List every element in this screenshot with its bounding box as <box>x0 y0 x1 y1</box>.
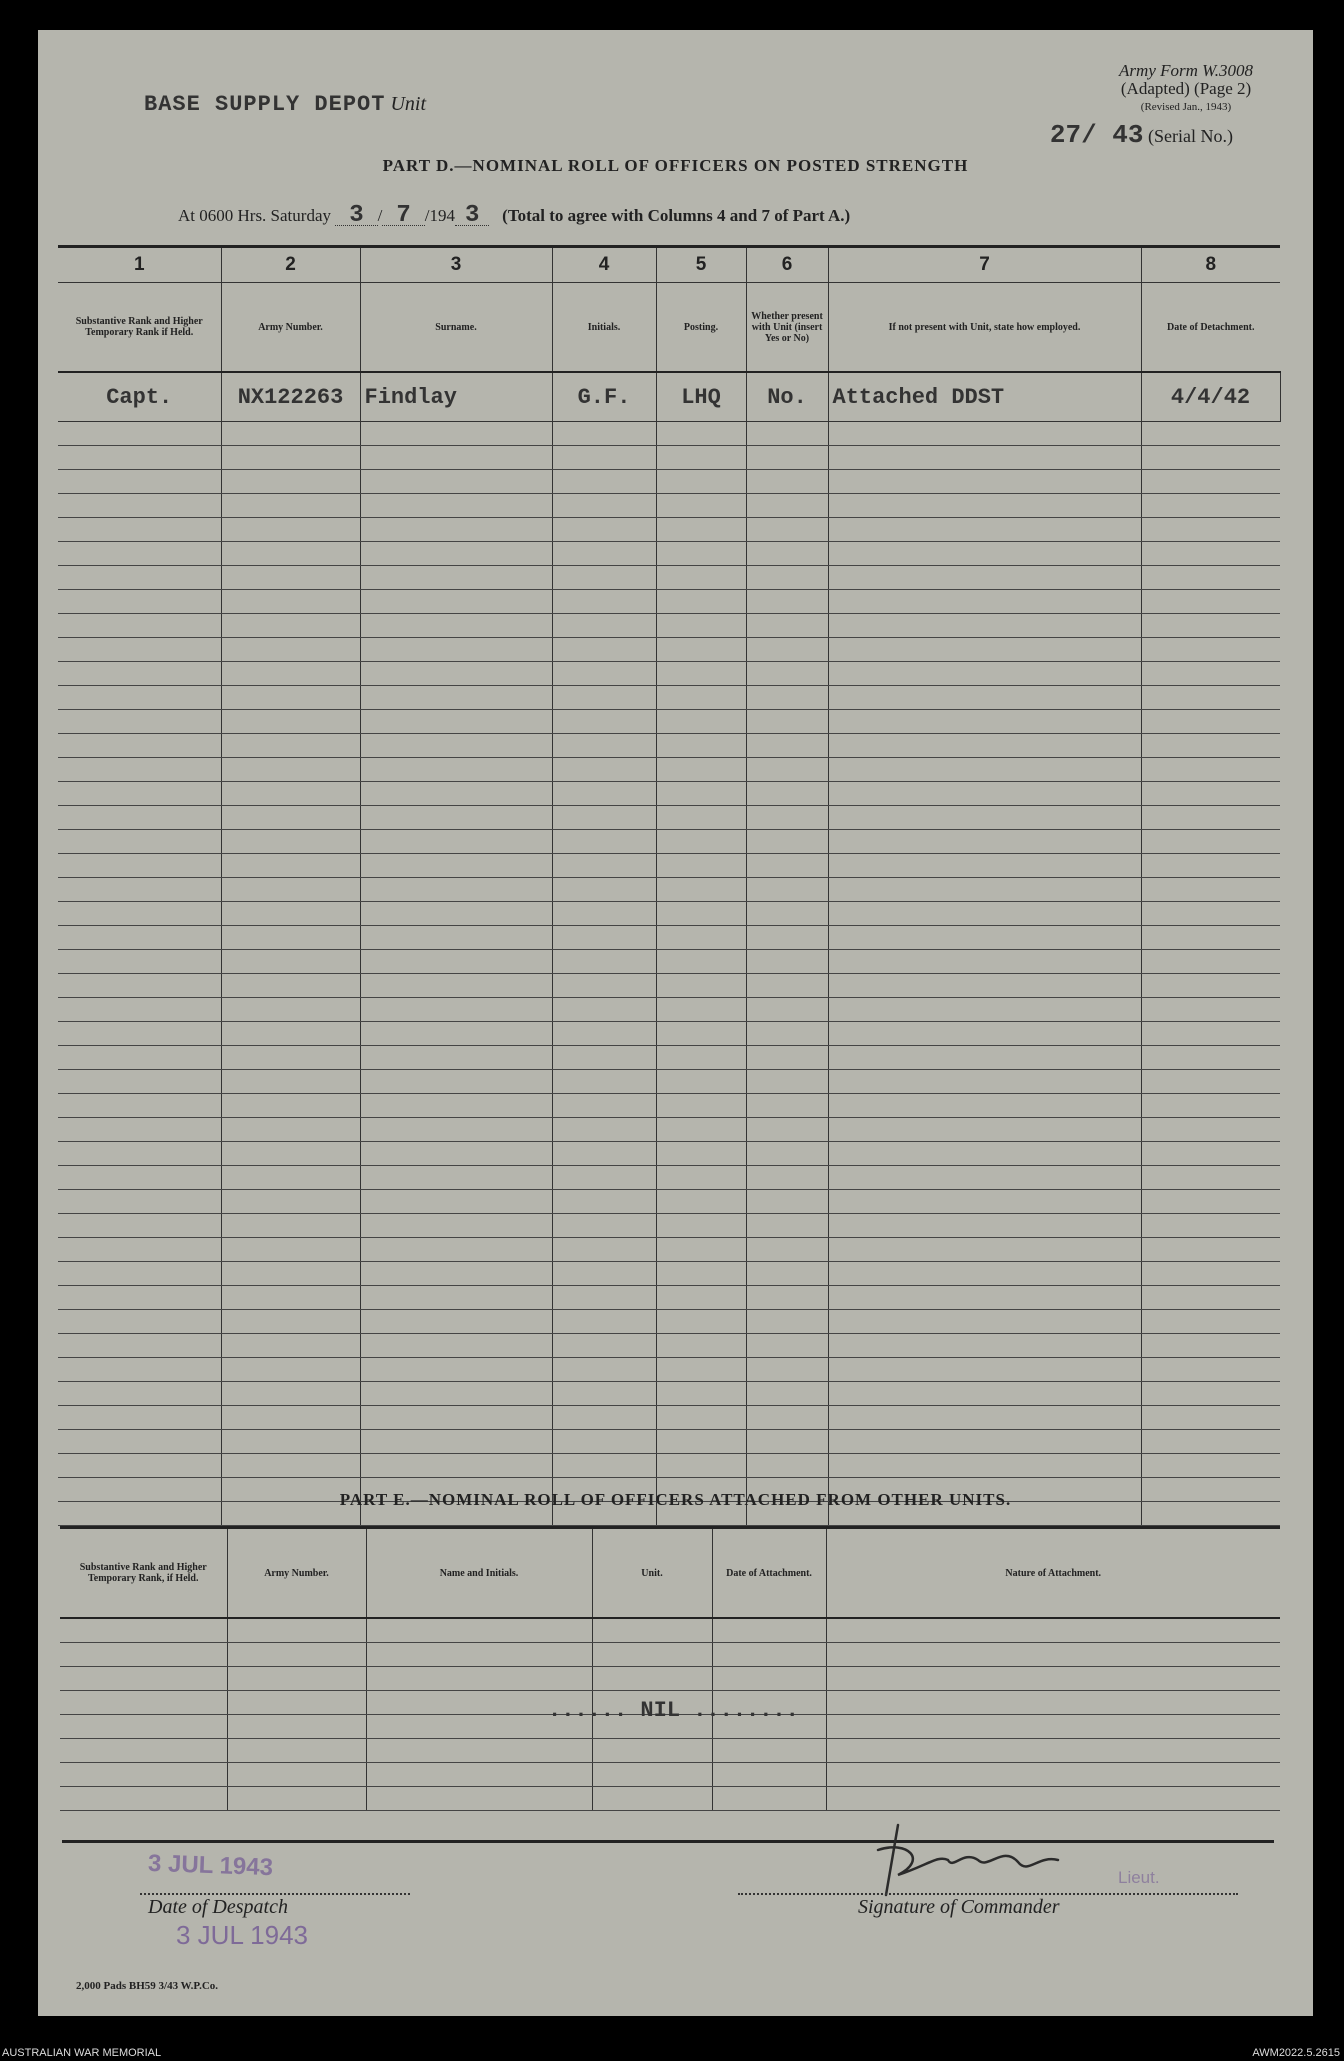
blank-row <box>58 518 1280 542</box>
rank-stamp: Lieut. <box>1118 1868 1160 1887</box>
header-present: Whether present with Unit (insert Yes or No) <box>746 283 828 373</box>
blank-row <box>58 902 1280 926</box>
column-number-row <box>58 247 1280 283</box>
blank-row <box>58 1190 1280 1214</box>
cell-posting: LHQ <box>656 372 746 422</box>
blank-row <box>58 806 1280 830</box>
blank-row <box>58 1070 1280 1094</box>
form-identifier <box>1119 62 1253 116</box>
blank-row <box>60 1618 1280 1643</box>
cell-army-number: NX122263 <box>221 372 360 422</box>
blank-row <box>58 1046 1280 1070</box>
unit-line <box>144 92 426 117</box>
header-surname: Surname. <box>360 283 552 373</box>
despatch-line <box>140 1893 410 1895</box>
blank-row <box>58 686 1280 710</box>
date-year-prefix: /194 <box>424 206 456 225</box>
blank-row <box>58 1214 1280 1238</box>
blank-row <box>58 782 1280 806</box>
blank-row <box>58 1406 1280 1430</box>
blank-row <box>58 1310 1280 1334</box>
header-posting: Posting. <box>656 283 746 373</box>
at-prefix: At 0600 Hrs. Saturday <box>178 206 331 225</box>
col-number: 8 <box>1141 247 1280 283</box>
form-sheet <box>38 30 1313 2016</box>
header-initials: Initials. <box>552 283 656 373</box>
blank-row <box>58 950 1280 974</box>
blank-row <box>58 470 1280 494</box>
cell-initials: G.F. <box>552 372 656 422</box>
header-rank: Substantive Rank and Higher Temporary Rank if Held. <box>58 283 221 373</box>
serial-label: (Serial No.) <box>1148 126 1233 146</box>
blank-row <box>58 1454 1280 1478</box>
header-employed: If not present with Unit, state how employed. <box>828 283 1141 373</box>
form-adapted: (Adapted) (Page 2) <box>1120 79 1252 98</box>
archive-credit: AUSTRALIAN WAR MEMORIAL <box>2 2047 162 2059</box>
date-line: At 0600 Hrs. Saturday 3 / 7 /194 3 (Total to agree with Columns 4 and 7 of Part A.) <box>178 202 851 229</box>
col-number: 3 <box>360 247 552 283</box>
unit-typed: BASE SUPPLY DEPOT <box>144 92 386 117</box>
blank-row <box>58 638 1280 662</box>
total-note: (Total to agree with Columns 4 and 7 of Part A.) <box>502 206 851 225</box>
form-revised: (Revised Jan., 1943) <box>1140 101 1232 113</box>
cell-rank: Capt. <box>58 372 221 422</box>
header-e-army-number: Army Number. <box>227 1528 366 1619</box>
header-e-rank: Substantive Rank and Higher Temporary Rank, if Held. <box>60 1528 227 1619</box>
blank-row <box>58 734 1280 758</box>
blank-row <box>58 566 1280 590</box>
part-e-title: PART E.—NOMINAL ROLL OF OFFICERS ATTACHED FROM OTHER UNITS. <box>339 1490 1012 1509</box>
blank-row <box>58 1238 1280 1262</box>
blank-row <box>58 614 1280 638</box>
cell-surname: Findlay <box>360 372 552 422</box>
form-name: Army Form W.3008 <box>1119 61 1253 80</box>
cell-present: No. <box>746 372 828 422</box>
archive-id: AWM2022.5.2615 <box>1252 2047 1340 2059</box>
blank-row <box>58 542 1280 566</box>
blank-row <box>58 1334 1280 1358</box>
blank-row <box>58 1118 1280 1142</box>
blank-row <box>58 878 1280 902</box>
blank-row <box>60 1787 1280 1811</box>
cell-detachment-date: 4/4/42 <box>1141 372 1280 422</box>
date-day: 3 <box>349 202 364 229</box>
blank-row <box>60 1763 1280 1787</box>
blank-row <box>58 662 1280 686</box>
blank-row <box>58 1022 1280 1046</box>
blank-row <box>60 1643 1280 1667</box>
part-d-table <box>58 245 1281 1526</box>
part-d-title: PART D.—NOMINAL ROLL OF OFFICERS ON POSTED STRENGTH <box>382 156 969 175</box>
despatch-stamp: 3 JUL 1943 <box>147 1849 274 1882</box>
blank-row <box>58 998 1280 1022</box>
col-number: 1 <box>58 247 221 283</box>
part-e-table <box>60 1526 1280 1811</box>
blank-row <box>60 1667 1280 1691</box>
col-number: 2 <box>221 247 360 283</box>
column-header-row <box>58 283 1280 373</box>
col-number: 7 <box>828 247 1141 283</box>
blank-row <box>58 926 1280 950</box>
header-e-attachment-date: Date of Attachment. <box>712 1528 826 1619</box>
blank-row <box>58 758 1280 782</box>
blank-row <box>58 1262 1280 1286</box>
signature-label: Signature of Commander <box>858 1896 1060 1918</box>
blank-row <box>58 710 1280 734</box>
printer-imprint: 2,000 Pads BH59 3/43 W.P.Co. <box>76 1980 219 1992</box>
blank-row <box>58 1094 1280 1118</box>
serial-typed: 27/ 43 <box>1049 120 1144 150</box>
part-e-header-row <box>60 1528 1280 1619</box>
cell-employed: Attached DDST <box>828 372 1141 422</box>
blank-row <box>58 494 1280 518</box>
blank-row <box>58 1430 1280 1454</box>
signature-line <box>738 1893 1238 1895</box>
col-number: 4 <box>552 247 656 283</box>
blank-row <box>58 590 1280 614</box>
blank-row <box>58 974 1280 998</box>
blank-row <box>58 422 1280 446</box>
nil-entry: ...... NIL ........ <box>548 1698 799 1723</box>
blank-row <box>58 854 1280 878</box>
header-e-unit: Unit. <box>592 1528 712 1619</box>
blank-row <box>58 830 1280 854</box>
unit-label: Unit <box>390 93 426 115</box>
date-of-despatch-label: Date of Despatch <box>148 1896 288 1918</box>
date-year-digit: 3 <box>465 202 480 229</box>
header-detachment-date: Date of Detachment. <box>1141 283 1280 373</box>
commander-signature <box>838 1820 1098 1900</box>
blank-row <box>58 1142 1280 1166</box>
blank-row <box>58 446 1280 470</box>
table-row <box>58 372 1280 422</box>
blank-row <box>58 1166 1280 1190</box>
blank-row <box>58 1286 1280 1310</box>
date-month: 7 <box>396 202 411 229</box>
col-number: 6 <box>746 247 828 283</box>
col-number: 5 <box>656 247 746 283</box>
header-army-number: Army Number. <box>221 283 360 373</box>
blank-row <box>58 1358 1280 1382</box>
serial-number <box>1050 120 1233 150</box>
blank-row <box>60 1739 1280 1763</box>
blank-row <box>58 1382 1280 1406</box>
header-e-nature: Nature of Attachment. <box>826 1528 1280 1619</box>
despatch-stamp-2: 3 JUL 1943 <box>176 1920 309 1950</box>
header-e-name: Name and Initials. <box>366 1528 592 1619</box>
